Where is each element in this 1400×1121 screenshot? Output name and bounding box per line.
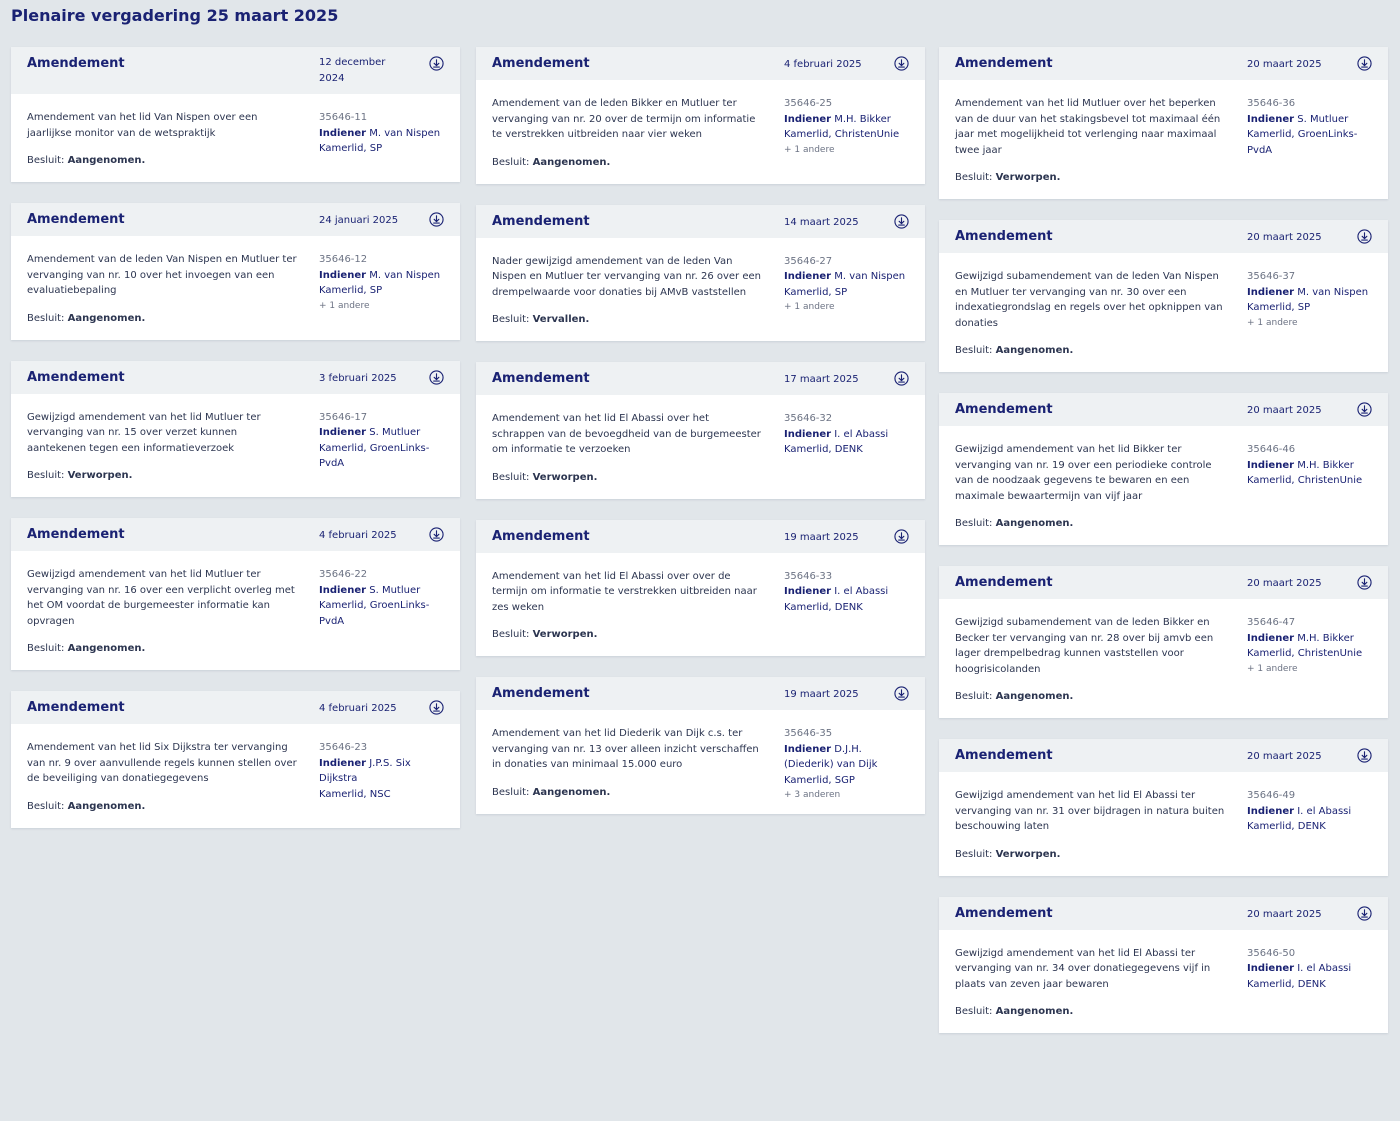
amendment-meta bbox=[784, 726, 912, 804]
amendment-description: Amendement van het lid Van Nispen over een jaarlijkse monitor van de wetspraktijk bbox=[27, 112, 258, 139]
amendment-meta bbox=[1247, 269, 1375, 331]
submitter[interactable] bbox=[1247, 961, 1375, 977]
decision-value: Verworpen. bbox=[67, 470, 133, 481]
card-date: 20 maart 2025 bbox=[1247, 59, 1322, 70]
download-icon[interactable] bbox=[429, 370, 444, 385]
submitter[interactable] bbox=[319, 268, 447, 284]
document-number: 35646-35 bbox=[784, 728, 833, 739]
card-header bbox=[11, 361, 460, 394]
decision-value: Aangenomen. bbox=[67, 800, 146, 812]
amendment-meta bbox=[319, 252, 447, 314]
card-date: 20 maart 2025 bbox=[1247, 405, 1322, 416]
amendment-meta bbox=[319, 567, 447, 629]
submitter[interactable] bbox=[1247, 804, 1375, 820]
submitter[interactable] bbox=[784, 269, 912, 285]
card-date: 20 maart 2025 bbox=[1247, 751, 1322, 762]
amendment-card[interactable] bbox=[476, 47, 925, 184]
card-title: Amendement bbox=[27, 369, 125, 385]
decision-value: Aangenomen. bbox=[67, 643, 146, 654]
amendment-card[interactable] bbox=[476, 520, 925, 657]
submitter-position: Kamerlid, DENK bbox=[784, 444, 863, 455]
card-date: 19 maart 2025 bbox=[784, 689, 859, 700]
amendment-description: Nader gewijzigd amendement van de leden Van Nispen en Mutluer ter vervanging van nr. 26 over een drempelwaarde voor donaties bij AMvB vaststellen bbox=[492, 255, 761, 298]
amendment-description: Gewijzigd amendement van het lid El Abassi ter vervanging van nr. 34 over donatiegegevens vijf in plaats van zeven jaar bewaren bbox=[955, 947, 1211, 990]
submitter-label: Indiener bbox=[784, 113, 832, 125]
amendment-card[interactable] bbox=[11, 518, 460, 670]
card-header bbox=[939, 47, 1388, 80]
submitter-position: Kamerlid, SP bbox=[1247, 302, 1311, 313]
decision bbox=[27, 801, 444, 812]
card-body bbox=[939, 426, 1388, 545]
download-icon[interactable] bbox=[429, 527, 444, 542]
submitter-name: I. el Abassi bbox=[1297, 963, 1352, 974]
document-number: 35646-12 bbox=[319, 254, 368, 265]
card-title: Amendement bbox=[492, 56, 590, 71]
submitter[interactable] bbox=[784, 427, 912, 443]
decision bbox=[955, 345, 1372, 356]
card-body bbox=[11, 551, 460, 670]
card-body bbox=[476, 395, 925, 499]
card-title: Amendement bbox=[955, 905, 1053, 921]
submitter[interactable] bbox=[1247, 285, 1375, 301]
amendment-description: Gewijzigd amendement van het lid Mutluer ter vervanging van nr. 16 over een verplicht overleg met het OM voordat de burgemeester informatie kan opvragen bbox=[27, 569, 295, 627]
decision-label: Besluit: bbox=[492, 629, 530, 640]
submitter-label: Indiener bbox=[1247, 805, 1295, 817]
download-icon[interactable] bbox=[1357, 748, 1372, 763]
amendment-description: Gewijzigd amendement van het lid Bikker ter vervanging van nr. 19 over een periodieke controle van de noodzaak gegevens te bewaren en een maximale bewaartermijn van vijf jaar bbox=[955, 444, 1212, 502]
card-header bbox=[939, 566, 1388, 599]
decision-value: Aangenomen. bbox=[995, 691, 1074, 702]
column-1 bbox=[11, 47, 460, 849]
card-title: Amendement bbox=[27, 700, 125, 715]
amendment-description: Amendement van het lid El Abassi over over de termijn om informatie te verstrekken uitbreiden naar zes weken bbox=[492, 570, 757, 613]
card-date: 20 maart 2025 bbox=[1247, 578, 1322, 589]
card-title: Amendement bbox=[955, 229, 1053, 244]
document-number: 35646-46 bbox=[1247, 444, 1296, 455]
decision-label: Besluit: bbox=[955, 345, 993, 356]
decision bbox=[492, 629, 909, 640]
card-header bbox=[476, 205, 925, 238]
decision-value: Aangenomen. bbox=[532, 786, 611, 798]
download-icon[interactable] bbox=[894, 371, 909, 386]
decision-label: Besluit: bbox=[955, 691, 993, 702]
download-icon[interactable] bbox=[429, 56, 444, 71]
submitter-position: Kamerlid, ChristenUnie bbox=[1247, 648, 1363, 659]
page-title-date: 25 maart 2025 bbox=[206, 6, 339, 25]
submitter[interactable] bbox=[784, 584, 912, 600]
submitter-name: M.H. Bikker bbox=[1297, 632, 1354, 644]
decision-value: Aangenomen. bbox=[995, 1006, 1074, 1017]
amendment-description: Gewijzigd amendement van het lid El Abassi ter vervanging van nr. 31 over bijdragen in natura buiten beschouwing laten bbox=[955, 790, 1225, 832]
submitter[interactable] bbox=[1247, 631, 1375, 647]
submitter[interactable] bbox=[1247, 112, 1375, 128]
submitter-label: Indiener bbox=[784, 586, 832, 597]
submitter-position: Kamerlid, GroenLinks-PvdA bbox=[1247, 129, 1358, 156]
amendment-meta bbox=[1247, 615, 1375, 677]
decision bbox=[492, 314, 909, 325]
amendment-card[interactable] bbox=[939, 47, 1388, 199]
card-body bbox=[11, 394, 460, 498]
decision-value: Aangenomen. bbox=[67, 155, 146, 166]
amendment-card[interactable] bbox=[939, 220, 1388, 372]
submitter[interactable] bbox=[784, 742, 912, 773]
download-icon[interactable] bbox=[1357, 906, 1372, 921]
decision-value: Verworpen. bbox=[532, 471, 598, 483]
submitter-name: I. el Abassi bbox=[834, 586, 889, 597]
amendment-card[interactable] bbox=[11, 47, 460, 182]
submitter-position: Kamerlid, SP bbox=[784, 286, 848, 298]
card-title: Amendement bbox=[955, 56, 1053, 71]
card-body bbox=[11, 724, 460, 828]
submitter-name: S. Mutluer bbox=[369, 584, 421, 596]
submitter[interactable] bbox=[319, 425, 447, 441]
amendment-card[interactable] bbox=[476, 205, 925, 342]
document-number: 35646-23 bbox=[319, 742, 368, 753]
submitter-label: Indiener bbox=[1247, 963, 1295, 974]
amendment-meta bbox=[784, 569, 912, 616]
decision-value: Vervallen. bbox=[532, 314, 590, 325]
decision bbox=[955, 1006, 1372, 1017]
submitter-position: Kamerlid, SGP bbox=[784, 774, 855, 786]
decision bbox=[27, 155, 444, 166]
decision-value: Verworpen. bbox=[532, 629, 598, 640]
card-header bbox=[11, 203, 460, 236]
submitter-name: I. el Abassi bbox=[834, 428, 889, 440]
submitter-name: M.H. Bikker bbox=[1297, 459, 1354, 471]
submitter-position: Kamerlid, SP bbox=[319, 143, 383, 154]
card-header bbox=[939, 220, 1388, 253]
download-icon[interactable] bbox=[894, 529, 909, 544]
card-date: 17 maart 2025 bbox=[784, 374, 859, 385]
amendment-card[interactable] bbox=[476, 677, 925, 814]
card-header bbox=[476, 677, 925, 710]
amendment-description: Amendement van de leden Bikker en Mutluer ter vervanging van nr. 20 over de termijn om informatie te verstrekken uitbreiden naar vier weken bbox=[492, 98, 756, 140]
document-number: 35646-49 bbox=[1247, 790, 1296, 801]
document-number: 35646-36 bbox=[1247, 98, 1296, 109]
amendment-meta bbox=[1247, 946, 1375, 993]
card-title: Amendement bbox=[27, 212, 125, 227]
card-body bbox=[939, 930, 1388, 1034]
decision bbox=[492, 157, 909, 168]
amendment-meta bbox=[319, 110, 447, 157]
amendment-card[interactable] bbox=[939, 739, 1388, 876]
amendment-meta bbox=[1247, 442, 1375, 489]
amendment-description: Amendement van het lid Six Dijkstra ter vervanging van nr. 9 over aanvullende regels kunnen stellen over de beveiliging van donatiegegevens bbox=[27, 742, 297, 784]
card-title: Amendement bbox=[492, 371, 590, 386]
submitter-position: Kamerlid, ChristenUnie bbox=[1247, 475, 1363, 486]
card-date: 14 maart 2025 bbox=[784, 216, 859, 228]
amendment-meta bbox=[1247, 788, 1375, 835]
column-2 bbox=[476, 47, 925, 835]
submitter-position: Kamerlid, SP bbox=[319, 285, 383, 296]
other-submitters[interactable]: + 1 andere bbox=[1247, 317, 1298, 328]
decision-value: Aangenomen. bbox=[995, 518, 1074, 529]
amendment-meta bbox=[319, 410, 447, 472]
submitter-label: Indiener bbox=[319, 127, 367, 139]
document-number: 35646-11 bbox=[319, 112, 368, 123]
amendment-card[interactable] bbox=[476, 362, 925, 499]
decision-label: Besluit: bbox=[492, 471, 530, 483]
column-3 bbox=[939, 47, 1388, 1054]
card-date: 4 februari 2025 bbox=[319, 703, 397, 714]
amendment-meta bbox=[784, 96, 912, 158]
decision-value: Aangenomen. bbox=[532, 156, 611, 168]
download-icon[interactable] bbox=[1357, 575, 1372, 590]
submitter-position: Kamerlid, GroenLinks-PvdA bbox=[319, 600, 430, 627]
decision bbox=[27, 643, 444, 654]
decision-label: Besluit: bbox=[27, 800, 65, 812]
decision-label: Besluit: bbox=[27, 155, 65, 166]
submitter-position: Kamerlid, DENK bbox=[1247, 821, 1326, 832]
page-title-main: Plenaire vergadering bbox=[11, 6, 201, 25]
document-number: 35646-33 bbox=[784, 570, 833, 582]
card-header bbox=[11, 691, 460, 724]
decision-value: Aangenomen. bbox=[995, 345, 1074, 356]
decision-label: Besluit: bbox=[27, 643, 65, 654]
card-date: 20 maart 2025 bbox=[1247, 908, 1322, 920]
card-body bbox=[476, 238, 925, 342]
card-body bbox=[476, 710, 925, 814]
decision bbox=[955, 518, 1372, 529]
decision bbox=[27, 470, 444, 481]
card-header bbox=[939, 739, 1388, 772]
submitter-label: Indiener bbox=[784, 428, 832, 440]
download-icon[interactable] bbox=[1357, 402, 1372, 417]
submitter-label: Indiener bbox=[1247, 632, 1295, 644]
card-body bbox=[939, 772, 1388, 876]
download-icon[interactable] bbox=[429, 212, 444, 227]
decision-label: Besluit: bbox=[955, 848, 993, 860]
card-body bbox=[11, 94, 460, 182]
card-title: Amendement bbox=[955, 402, 1053, 417]
submitter-label: Indiener bbox=[1247, 286, 1295, 298]
decision-label: Besluit: bbox=[955, 172, 993, 183]
amendment-meta bbox=[319, 740, 447, 802]
amendment-card[interactable] bbox=[939, 897, 1388, 1034]
amendment-card[interactable] bbox=[939, 393, 1388, 545]
other-submitters[interactable]: + 3 anderen bbox=[784, 790, 841, 800]
card-title: Amendement bbox=[492, 213, 590, 229]
amendment-description: Gewijzigd subamendement van de leden Van Nispen en Mutluer ter vervanging van nr. 30 over een indexatiegrondslag en regels over het opknippen van donaties bbox=[955, 271, 1223, 329]
submitter[interactable] bbox=[319, 126, 447, 142]
card-body bbox=[476, 553, 925, 657]
submitter[interactable] bbox=[319, 583, 447, 599]
decision-label: Besluit: bbox=[955, 1006, 993, 1017]
card-date: 12 december 2024 bbox=[319, 57, 386, 84]
submitter-label: Indiener bbox=[784, 743, 832, 755]
download-icon[interactable] bbox=[1357, 229, 1372, 244]
card-body bbox=[11, 236, 460, 340]
amendment-description: Gewijzigd amendement van het lid Mutluer ter vervanging van nr. 15 over verzet kunnen aantekenen tegen een informatieverzoek bbox=[27, 411, 261, 454]
download-icon[interactable] bbox=[894, 56, 909, 71]
download-icon[interactable] bbox=[894, 686, 909, 701]
document-number: 35646-27 bbox=[784, 255, 833, 267]
amendment-description: Amendement van het lid El Abassi over het schrappen van de bevoegdheid van de burgemeester om informatie te verzoeken bbox=[492, 413, 761, 455]
submitter-position: Kamerlid, DENK bbox=[1247, 978, 1326, 990]
card-header bbox=[476, 47, 925, 80]
submitter-name: D.J.H. (Diederik) van Dijk bbox=[784, 743, 878, 770]
submitter-position: Kamerlid, ChristenUnie bbox=[784, 129, 900, 140]
submitter-name: M. van Nispen bbox=[834, 271, 906, 282]
card-date: 19 maart 2025 bbox=[784, 531, 859, 543]
submitter-name: I. el Abassi bbox=[1297, 805, 1352, 817]
submitter-label: Indiener bbox=[1247, 113, 1295, 125]
submitter-name: M. van Nispen bbox=[369, 127, 441, 139]
submitter-position: Kamerlid, DENK bbox=[784, 601, 863, 613]
decision-label: Besluit: bbox=[27, 470, 65, 481]
decision bbox=[492, 472, 909, 483]
decision-value: Aangenomen. bbox=[67, 312, 146, 324]
submitter-name: S. Mutluer bbox=[369, 427, 421, 438]
amendment-card[interactable] bbox=[11, 361, 460, 498]
decision-label: Besluit: bbox=[27, 312, 65, 324]
submitter-name: J.P.S. Six Dijkstra bbox=[319, 757, 411, 784]
card-header bbox=[939, 897, 1388, 930]
submitter-name: M. van Nispen bbox=[1297, 286, 1369, 298]
amendment-meta bbox=[784, 254, 912, 316]
card-title: Amendement bbox=[27, 527, 125, 542]
amendment-description: Amendement van het lid Diederik van Dijk c.s. ter vervanging van nr. 13 over alleen inzicht verschaffen in donaties van minimaal 15.000 euro bbox=[492, 728, 759, 770]
amendment-meta bbox=[784, 411, 912, 458]
submitter[interactable] bbox=[319, 756, 447, 787]
submitter-name: S. Mutluer bbox=[1297, 113, 1349, 125]
submitter-position: Kamerlid, GroenLinks-PvdA bbox=[319, 442, 430, 469]
document-number: 35646-50 bbox=[1247, 947, 1296, 959]
card-header bbox=[11, 47, 460, 94]
amendment-card[interactable] bbox=[11, 691, 460, 828]
submitter-label: Indiener bbox=[784, 271, 832, 282]
document-number: 35646-25 bbox=[784, 98, 833, 109]
submitter-label: Indiener bbox=[319, 269, 367, 281]
card-title: Amendement bbox=[27, 56, 125, 71]
decision-value: Verworpen. bbox=[995, 848, 1061, 860]
other-submitters[interactable]: + 1 andere bbox=[319, 300, 370, 311]
amendment-meta bbox=[1247, 96, 1375, 158]
submitter[interactable] bbox=[1247, 458, 1375, 474]
submitter-name: M.H. Bikker bbox=[834, 113, 891, 125]
card-date: 3 februari 2025 bbox=[319, 372, 397, 384]
decision-label: Besluit: bbox=[492, 786, 530, 798]
card-date: 20 maart 2025 bbox=[1247, 232, 1322, 243]
download-icon[interactable] bbox=[1357, 56, 1372, 71]
submitter-label: Indiener bbox=[319, 584, 367, 596]
decision bbox=[955, 849, 1372, 860]
card-body bbox=[939, 80, 1388, 199]
download-icon[interactable] bbox=[894, 214, 909, 229]
document-number: 35646-47 bbox=[1247, 617, 1296, 628]
card-body bbox=[939, 599, 1388, 718]
decision-value: Verworpen. bbox=[995, 172, 1061, 183]
card-title: Amendement bbox=[492, 528, 590, 544]
decision bbox=[955, 691, 1372, 702]
document-number: 35646-22 bbox=[319, 569, 368, 580]
submitter-position: Kamerlid, NSC bbox=[319, 788, 391, 800]
amendment-description: Amendement van de leden Van Nispen en Mutluer ter vervanging van nr. 10 over het invoegen van een evaluatiebepaling bbox=[27, 254, 297, 296]
download-icon[interactable] bbox=[429, 700, 444, 715]
decision-label: Besluit: bbox=[955, 518, 993, 529]
amendment-description: Amendement van het lid Mutluer over het beperken van de duur van het stakingsbevel tot maximaal één jaar met mogelijkheid tot verlenging naar maximaal twee jaar bbox=[955, 98, 1221, 156]
other-submitters[interactable]: + 1 andere bbox=[784, 302, 835, 312]
submitter-label: Indiener bbox=[1247, 459, 1295, 471]
decision-label: Besluit: bbox=[492, 314, 530, 325]
card-header bbox=[939, 393, 1388, 426]
decision bbox=[27, 313, 444, 324]
amendment-card[interactable] bbox=[11, 203, 460, 340]
card-date: 4 februari 2025 bbox=[784, 59, 862, 70]
card-header bbox=[476, 362, 925, 395]
card-title: Amendement bbox=[955, 748, 1053, 763]
decision bbox=[955, 172, 1372, 183]
document-number: 35646-32 bbox=[784, 413, 833, 424]
card-title: Amendement bbox=[492, 686, 590, 701]
other-submitters[interactable]: + 1 andere bbox=[1247, 663, 1298, 674]
submitter-name: M. van Nispen bbox=[369, 269, 441, 281]
card-date: 4 februari 2025 bbox=[319, 530, 397, 541]
page-title bbox=[11, 6, 338, 25]
card-body bbox=[476, 80, 925, 184]
card-body bbox=[939, 253, 1388, 372]
amendment-card[interactable] bbox=[939, 566, 1388, 718]
submitter[interactable] bbox=[784, 112, 912, 128]
card-title: Amendement bbox=[955, 575, 1053, 590]
document-number: 35646-37 bbox=[1247, 271, 1296, 282]
amendment-description: Gewijzigd subamendement van de leden Bikker en Becker ter vervanging van nr. 28 over bij amvb een lager drempelbedrag kunnen vaststellen voor hoogrisicolanden bbox=[955, 617, 1214, 675]
submitter-label: Indiener bbox=[319, 427, 367, 438]
decision-label: Besluit: bbox=[492, 156, 530, 168]
card-header bbox=[476, 520, 925, 553]
other-submitters[interactable]: + 1 andere bbox=[784, 144, 835, 155]
submitter-label: Indiener bbox=[319, 757, 367, 769]
document-number: 35646-17 bbox=[319, 411, 368, 423]
card-header bbox=[11, 518, 460, 551]
card-date: 24 januari 2025 bbox=[319, 215, 399, 226]
